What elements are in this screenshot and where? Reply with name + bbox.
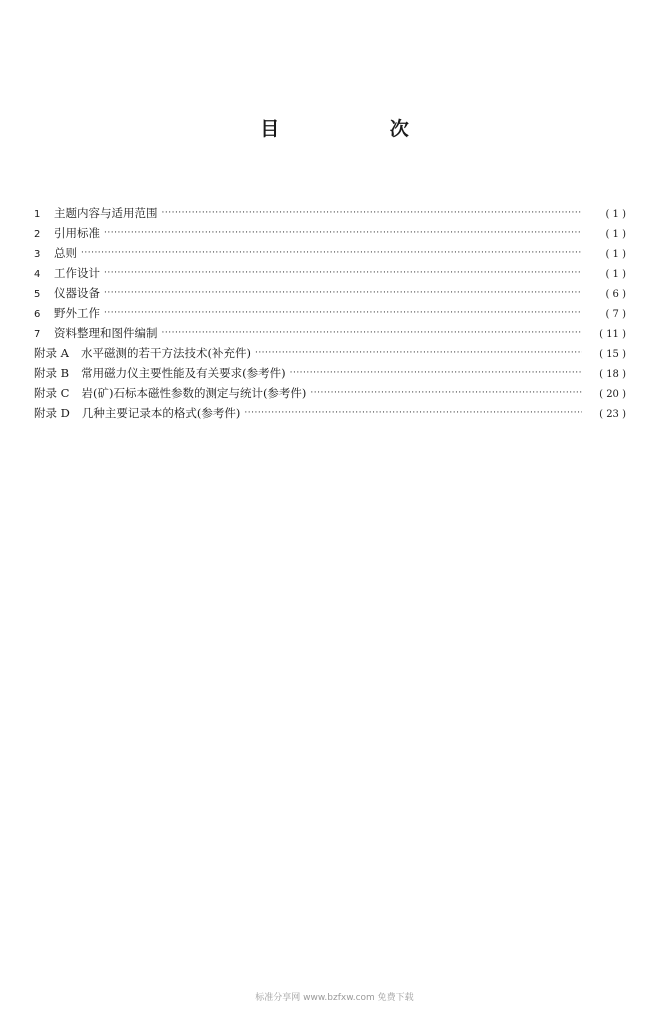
toc-number: 6 — [34, 309, 41, 320]
toc-title: 资料整理和图件编制 — [54, 326, 158, 340]
toc-number: 附录 B — [34, 366, 70, 380]
toc-entry-4[interactable] — [34, 263, 626, 283]
toc-title: 仪器设备 — [54, 286, 100, 300]
toc-title: 总则 — [54, 246, 77, 260]
toc-number: 附录 D — [34, 406, 70, 420]
toc-page-number: ( 6 ) — [605, 289, 626, 300]
toc-title: 水平磁测的若干方法技术(补充件) — [80, 346, 251, 360]
dot-leader — [162, 323, 583, 343]
dot-leader — [104, 303, 582, 323]
toc-page-number: ( 1 ) — [605, 229, 626, 240]
dot-leader — [244, 403, 582, 423]
dot-leader — [290, 363, 582, 383]
toc-entry-1[interactable] — [34, 203, 626, 223]
toc-page-number: ( 1 ) — [605, 209, 626, 220]
toc-title: 主题内容与适用范围 — [54, 206, 158, 220]
toc-title: 常用磁力仪主要性能及有关要求(参考件) — [81, 366, 286, 380]
toc-number: 5 — [34, 289, 41, 300]
toc-entry-appendix-d[interactable] — [34, 403, 626, 423]
dot-leader — [104, 263, 582, 283]
toc-entry-7[interactable] — [34, 323, 626, 343]
toc-title: 引用标准 — [54, 226, 100, 240]
page-title: 目 次 — [260, 118, 461, 140]
toc-number: 1 — [34, 209, 41, 220]
toc-title: 岩(矿)石标本磁性参数的测定与统计(参考件) — [81, 386, 307, 400]
toc-page-number: ( 18 ) — [599, 369, 626, 380]
toc-page-number: ( 20 ) — [599, 389, 626, 400]
watermark-footer: 标准分享网 www.bzfxw.com 免费下载 — [255, 993, 414, 1003]
toc-page-number: ( 7 ) — [605, 309, 626, 320]
toc-number: 附录 A — [34, 346, 69, 360]
dot-leader — [255, 343, 582, 363]
toc-page-number: ( 1 ) — [605, 249, 626, 260]
table-of-contents — [34, 203, 626, 423]
toc-number: 3 — [34, 249, 41, 260]
toc-page-number: ( 15 ) — [599, 349, 626, 360]
toc-title: 野外工作 — [54, 306, 100, 320]
toc-entry-2[interactable] — [34, 223, 626, 243]
dot-leader — [81, 243, 582, 263]
toc-page-number: ( 11 ) — [599, 329, 626, 340]
toc-entry-appendix-b[interactable] — [34, 363, 626, 383]
dot-leader — [104, 283, 582, 303]
toc-entry-appendix-a[interactable] — [34, 343, 626, 363]
toc-entry-appendix-c[interactable] — [34, 383, 626, 403]
dot-leader — [104, 223, 582, 243]
toc-number: 7 — [34, 329, 41, 340]
toc-page-number: ( 1 ) — [605, 269, 626, 280]
toc-title: 工作设计 — [54, 266, 100, 280]
toc-number: 2 — [34, 229, 41, 240]
toc-number: 4 — [34, 269, 41, 280]
toc-number: 附录 C — [34, 386, 70, 400]
dot-leader — [162, 203, 583, 223]
dot-leader — [310, 383, 582, 403]
toc-page-number: ( 23 ) — [599, 409, 626, 420]
toc-entry-5[interactable] — [34, 283, 626, 303]
toc-entry-3[interactable] — [34, 243, 626, 263]
toc-title: 几种主要记录本的格式(参考件) — [81, 406, 241, 420]
toc-entry-6[interactable] — [34, 303, 626, 323]
